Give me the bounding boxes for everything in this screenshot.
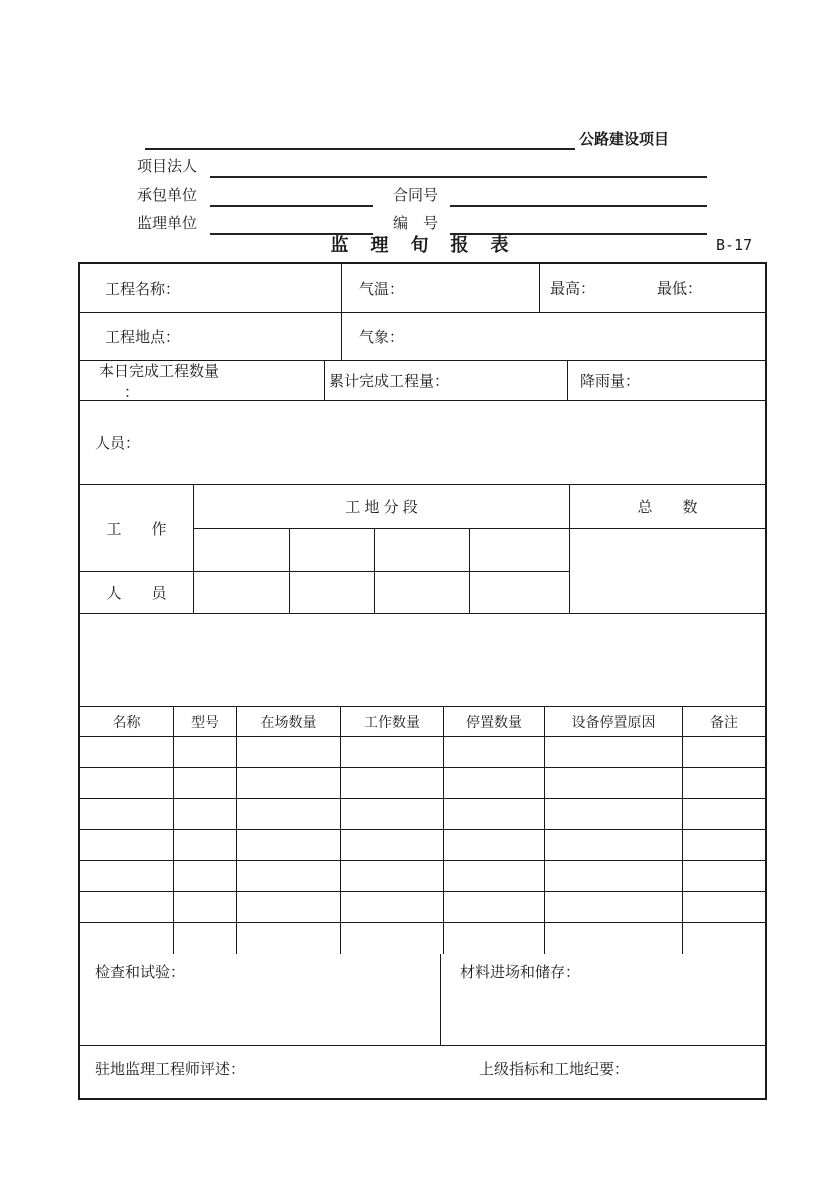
equipment-header-0: 名称 [80, 707, 174, 737]
equipment-empty-cell [683, 861, 765, 892]
equipment-empty-cell [545, 768, 683, 799]
personnel-section-cell [194, 572, 290, 613]
equipment-empty-cell [341, 923, 444, 954]
site-section-header-cell [194, 485, 569, 529]
equipment-empty-cell [80, 830, 174, 861]
equipment-empty-cell [174, 768, 237, 799]
equipment-empty-cell [444, 799, 545, 830]
equipment-empty-cell [444, 768, 545, 799]
today-qty-cell [80, 361, 325, 400]
work-section-cell [290, 529, 375, 571]
row-review-directives [80, 1046, 765, 1094]
weather-cell [342, 313, 765, 360]
equipment-empty-cell [174, 830, 237, 861]
equipment-empty-cell [80, 892, 174, 923]
row-work-personnel [80, 485, 765, 614]
equipment-empty-cell [545, 861, 683, 892]
equipment-empty-cell [80, 737, 174, 768]
site-sections-col [194, 485, 570, 613]
equipment-empty-cell [174, 923, 237, 954]
row-project-name [80, 264, 765, 313]
engineer-review-label: 驻地监理工程师评述： [95, 1061, 246, 1078]
work-section-cell [194, 529, 290, 571]
equipment-empty-cell [237, 923, 341, 954]
temperature-cell [342, 264, 540, 312]
equipment-empty-cell [341, 737, 444, 768]
project-legal-person-label: 项目法人 [137, 158, 198, 175]
today-qty-label-line1: 本日完成工程数量 [99, 362, 220, 380]
contractor-blank-line [210, 188, 373, 207]
project-name-blank-line [145, 131, 575, 150]
work-header-cell [80, 485, 193, 572]
equipment-empty-cell [545, 830, 683, 861]
equipment-grid [80, 707, 765, 954]
equipment-empty-cell [341, 768, 444, 799]
row-personnel [80, 401, 765, 485]
equipment-empty-cell [545, 923, 683, 954]
equipment-empty-cell [341, 892, 444, 923]
equipment-empty-cell [444, 861, 545, 892]
directives-label: 上级指标和工地纪要： [479, 1061, 630, 1078]
project-name-label: 工程名称： [105, 280, 181, 298]
max-temp-label: 最高： [550, 280, 596, 298]
equipment-header-1: 型号 [174, 707, 237, 737]
row-quantities [80, 361, 765, 401]
equipment-empty-cell [237, 861, 341, 892]
equipment-header-6: 备注 [683, 707, 765, 737]
equipment-empty-cell [80, 799, 174, 830]
report-table [78, 262, 767, 1100]
serial-no-label: 编 号 [393, 215, 439, 232]
personnel-header-cell [80, 572, 193, 613]
equipment-empty-cell [237, 737, 341, 768]
contract-no-blank-line [450, 188, 707, 207]
min-temp-label: 最低： [657, 280, 703, 298]
work-personnel-stub-col [80, 485, 194, 613]
equipment-empty-cell [80, 768, 174, 799]
supervisor-label: 监理单位 [137, 215, 198, 232]
work-section-cell [375, 529, 470, 571]
location-label: 工程地点： [105, 329, 181, 346]
personnel-cell [80, 401, 765, 484]
work-section-cell [470, 529, 569, 571]
personnel-label: 人员： [95, 435, 141, 452]
personnel-row-label: 人 员 [106, 585, 167, 602]
equipment-empty-cell [683, 830, 765, 861]
materials-cell [441, 954, 765, 1045]
equipment-empty-cell [174, 737, 237, 768]
max-min-cell [540, 264, 765, 312]
equipment-header-3: 工作数量 [341, 707, 444, 737]
row-inspection-materials [80, 954, 765, 1046]
equipment-empty-cell [80, 923, 174, 954]
equipment-empty-cell [545, 799, 683, 830]
equipment-empty-cell [237, 830, 341, 861]
total-col [570, 485, 765, 613]
equipment-header-2: 在场数量 [237, 707, 341, 737]
personnel-values-row [194, 572, 569, 613]
equipment-empty-cell [683, 892, 765, 923]
inspection-cell [80, 954, 441, 1045]
cumulative-qty-cell [325, 361, 568, 400]
equipment-empty-cell [174, 892, 237, 923]
total-header-cell [570, 485, 765, 529]
equipment-empty-cell [444, 892, 545, 923]
equipment-empty-cell [341, 799, 444, 830]
inspection-label: 检查和试验： [95, 964, 186, 981]
weather-label: 气象： [359, 329, 405, 346]
equipment-empty-cell [237, 799, 341, 830]
equipment-empty-cell [341, 861, 444, 892]
total-value-cell [570, 529, 765, 613]
equipment-empty-cell [444, 923, 545, 954]
work-values-row [194, 529, 569, 572]
equipment-empty-cell [444, 737, 545, 768]
equipment-empty-cell [444, 830, 545, 861]
row-blank [80, 614, 765, 707]
equipment-empty-cell [80, 861, 174, 892]
location-cell [80, 313, 342, 360]
rainfall-cell [568, 361, 765, 400]
row-location [80, 313, 765, 361]
equipment-empty-cell [545, 737, 683, 768]
today-qty-label-line2: ： [124, 383, 140, 401]
equipment-empty-cell [174, 799, 237, 830]
equipment-header-5: 设备停置原因 [545, 707, 683, 737]
contract-no-label: 合同号 [393, 187, 439, 204]
project-legal-person-blank-line [210, 159, 707, 178]
materials-label: 材料进场和储存： [460, 964, 581, 981]
project-type-label: 公路建设项目 [579, 131, 670, 148]
temperature-label: 气温： [359, 280, 405, 298]
equipment-empty-cell [237, 892, 341, 923]
rainfall-label: 降雨量： [580, 373, 641, 390]
equipment-empty-cell [545, 892, 683, 923]
site-section-label: 工 地 分 段 [345, 499, 418, 516]
contractor-label: 承包单位 [137, 187, 198, 204]
personnel-section-cell [290, 572, 375, 613]
equipment-empty-cell [683, 799, 765, 830]
personnel-section-cell [375, 572, 470, 613]
row-equipment [80, 707, 765, 954]
equipment-empty-cell [237, 768, 341, 799]
total-label: 总 数 [637, 499, 698, 516]
equipment-empty-cell [174, 861, 237, 892]
personnel-section-cell [470, 572, 569, 613]
project-name-cell [80, 264, 342, 312]
equipment-empty-cell [683, 768, 765, 799]
equipment-empty-cell [683, 737, 765, 768]
equipment-header-4: 停置数量 [444, 707, 545, 737]
equipment-empty-cell [341, 830, 444, 861]
cumulative-qty-label: 累计完成工程量： [329, 373, 450, 390]
form-code: B-17 [716, 236, 753, 254]
equipment-empty-cell [683, 923, 765, 954]
blank-cell [80, 614, 765, 706]
work-label: 工 作 [106, 520, 167, 538]
form-title: 监 理 旬 报 表 [330, 235, 511, 255]
